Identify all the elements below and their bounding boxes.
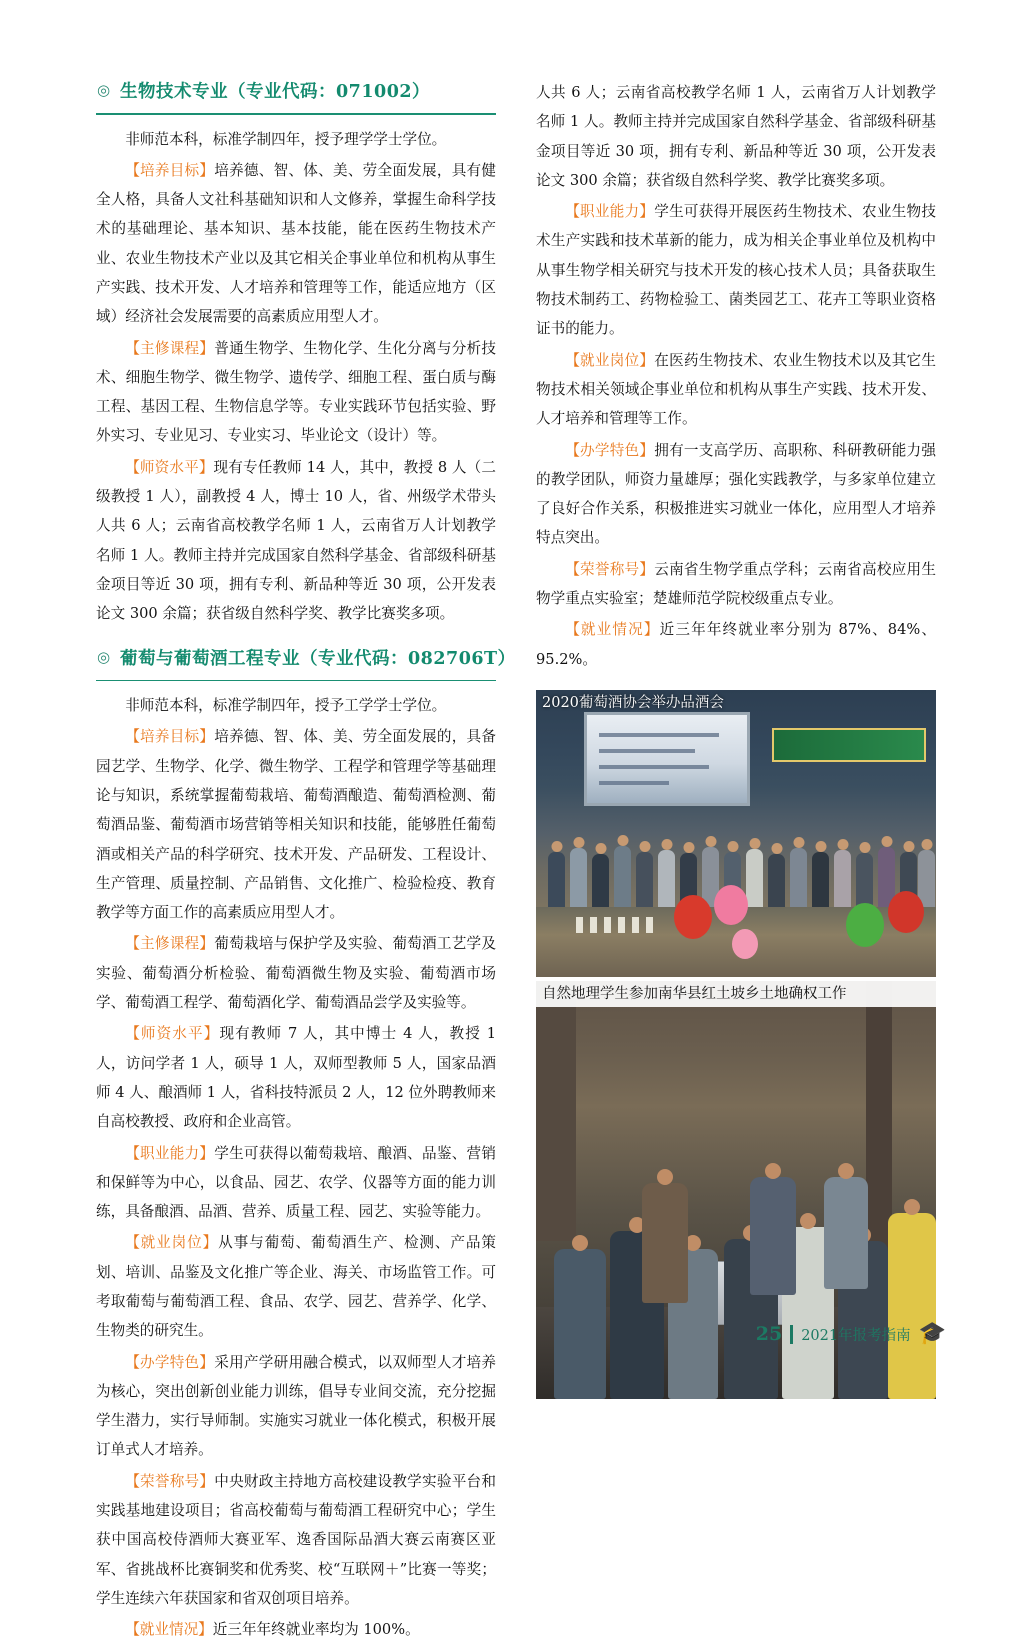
para-tag: 【就业情况】 <box>565 621 660 639</box>
paragraph <box>536 436 936 553</box>
footer-text: 2021年报考指南 <box>801 1327 911 1344</box>
para-text: 学生可获得以葡萄栽培、酿酒、品鉴、营销和保鲜等为中心，以食品、园艺、农学、仪器等方面的能力训练，具备酿酒、品酒、营养、质量工程、园艺、实验等能力。 <box>96 1144 496 1221</box>
right-column <box>536 78 936 1399</box>
paragraph <box>96 1019 496 1136</box>
para-text: 在医药生物技术、农业生物技术以及其它生物技术相关领域企事业单位和机构从事生产实践、技术开发、人才培养和管理等工作。 <box>536 351 936 428</box>
para-tag: 【培养目标】 <box>125 161 215 179</box>
person-figure <box>824 1177 868 1289</box>
paragraph <box>96 722 496 927</box>
paragraph <box>536 615 936 674</box>
para-text: 现有教师 7 人，其中博士 4 人，教授 1 人，访问学者 1 人，硕导 1 人，双师型教师 5 人，国家品酒师 4 人、酿酒师 1 人，省科技特派员 2 人，12 位外聘教师来自高校教授、政府和企业高管。 <box>96 1025 496 1131</box>
section-title: 葡萄与葡萄酒工程专业（专业代码：082706T） <box>120 648 516 669</box>
diamond-bullet-icon: ◎ <box>96 81 111 99</box>
balloon-red <box>674 895 712 939</box>
para-tag: 【主修课程】 <box>125 935 215 953</box>
paragraph <box>96 1348 496 1465</box>
diamond-bullet-icon: ◎ <box>96 647 111 666</box>
para-tag: 【主修课程】 <box>125 339 215 357</box>
para-text: 培养德、智、体、美、劳全面发展，具有健全人格，具备人文社科基础知识和人文修养，掌握生命科学技术的基础理论、基本知识、基本技能，能在医药生物技术产业、农业生物技术产业以及其它相关企事业单位和机构从事生产实践、技术开发、人才培养和管理等工作，能适应地方（区域）经济社会发展需要的高素质应用型人才。 <box>96 161 496 326</box>
balloon-pink-2 <box>732 929 758 959</box>
graduation-cap-icon: 🎓 <box>918 1321 946 1346</box>
paragraph <box>96 334 496 451</box>
section-title: 生物技术专业（专业代码：071002） <box>120 82 431 102</box>
para-text: 采用产学研用融合模式，以双师型人才培养为核心，突出创新创业能力训练，倡导专业间交流，充分挖掘学生潜力，实行导师制。实施实习就业一体化模式，积极开展订单式人才培养。 <box>96 1353 496 1459</box>
para-tag: 【师资水平】 <box>125 458 214 476</box>
para-tag: 【职业能力】 <box>125 1144 215 1162</box>
balloon-red-2 <box>888 891 924 933</box>
heading-rule <box>96 113 496 115</box>
para-tag: 【荣誉称号】 <box>125 1472 215 1490</box>
para-text: 中央财政主持地方高校建设教学实验平台和实践基地建设项目；省高校葡萄与葡萄酒工程研究中心；学生获中国高校侍酒师大赛亚军、逸香国际品酒大赛云南赛区亚军、省挑战杯比赛铜奖和优秀奖、校“互联网＋”比赛一等奖；学生连续六年获国家和省双创项目培养。 <box>96 1472 496 1607</box>
para-text: 近三年年终就业率均为 100%。 <box>212 1621 420 1639</box>
page-number: 25 <box>755 1323 783 1345</box>
balloon-green <box>846 903 884 947</box>
para-tag: 【培养目标】 <box>125 728 215 746</box>
photo-wine-association-tasting-event <box>536 690 936 977</box>
para-tag: 【就业情况】 <box>125 1621 213 1639</box>
paragraph <box>96 1467 496 1613</box>
section-heading-biotech <box>96 78 496 103</box>
projection-screen-icon <box>584 712 750 806</box>
paragraph <box>536 346 936 434</box>
balloon-pink <box>714 885 748 925</box>
paragraph <box>96 156 496 332</box>
para-tag: 【办学特色】 <box>565 441 655 459</box>
paragraph <box>96 929 496 1017</box>
heading-rule <box>96 680 496 682</box>
paragraph <box>96 1139 496 1227</box>
person-figure <box>642 1183 688 1303</box>
person-figure <box>888 1213 936 1399</box>
para-tag: 【就业岗位】 <box>125 1234 219 1252</box>
section-heading-viticulture <box>96 645 516 670</box>
paragraph: 非师范本科，标准学制四年，授予理学学士学位。 <box>125 130 447 148</box>
para-text: 葡萄栽培与保护学及实验、葡萄酒工艺学及实验、葡萄酒分析检验、葡萄酒微生物及实验、葡萄酒市场学、葡萄酒工程学、葡萄酒化学、葡萄酒品尝学及实验等。 <box>96 935 496 1012</box>
paragraph <box>536 197 936 343</box>
paragraph <box>96 453 496 629</box>
para-tag: 【师资水平】 <box>125 1025 220 1043</box>
left-column <box>96 78 516 1647</box>
page-footer <box>756 1323 946 1345</box>
event-banner <box>772 728 926 762</box>
para-text: 近三年年终就业率分别为 87%、84%、95.2%。 <box>536 621 936 668</box>
para-tag: 【荣誉称号】 <box>565 560 655 578</box>
para-text: 从事与葡萄、葡萄酒生产、检测、产品策划、培训、品鉴及文化推广等企业、海关、市场监管工作。可考取葡萄与葡萄酒工程、食品、农学、园艺、营养学、化学、生物类的研究生。 <box>96 1234 496 1340</box>
para-tag: 【办学特色】 <box>125 1353 215 1371</box>
para-text: 现有专任教师 14 人，其中，教授 8 人（二级教授 1 人），副教授 4 人，博士 10 人，省、州级学术带头人共 6 人；云南省高校教学名师 1 人，云南省万人计划教学名师 1 人。教师主持并完成国家自然科学基金、省部级科研基金项目等近 30 项，拥有专利、新品种等近 30 项，公开发表论文 300 余篇；获省级自然科学奖、教学比赛奖多项。 <box>96 458 496 623</box>
para-tag: 【就业岗位】 <box>565 351 655 369</box>
paragraph: 人共 6 人；云南省高校教学名师 1 人，云南省万人计划教学名师 1 人。教师主持并完成国家自然科学基金、省部级科研基金项目等近 30 项，拥有专利、新品种等近 30 项，公开发表论文 300 余篇；获省级自然科学奖、教学比赛奖多项。 <box>536 84 936 189</box>
para-text: 培养德、智、体、美、劳全面发展的，具备园艺学、生物学、化学、微生物学、工程学和管理学等基础理论与知识，系统掌握葡萄栽培、葡萄酒酿造、葡萄酒检测、葡萄酒品鉴、葡萄酒市场营销等相关知识和技能，能够胜任葡萄酒或相关产品的科学研究、技术开发、产品研发、工程设计、生产管理、质量控制、产品销售、文化推广、检验检疫、教育教学等方面工作的高素质应用型人才。 <box>96 728 496 922</box>
wall-beam <box>536 981 576 1241</box>
person-figure <box>554 1249 606 1399</box>
paragraph <box>536 555 936 614</box>
paragraph <box>96 1228 496 1345</box>
para-tag: 【职业能力】 <box>565 203 655 221</box>
person-figure <box>750 1177 796 1295</box>
photo-caption: 2020葡萄酒协会举办品酒会 <box>542 694 724 711</box>
para-text: 拥有一支高学历、高职称、科研教研能力强的教学团队，师资力量雄厚；强化实践教学，与多家单位建立了良好合作关系，积极推进实习就业一体化，应用型人才培养特点突出。 <box>536 441 936 547</box>
para-text: 普通生物学、生物化学、生化分离与分析技术、细胞生物学、微生物学、遗传学、细胞工程、蛋白质与酶工程、基因工程、生物信息学等。专业实践环节包括实验、野外实习、专业见习、专业实习、毕业论文（设计）等。 <box>96 339 496 445</box>
para-text: 学生可获得开展医药生物技术、农业生物技术生产实践和技术革新的能力，成为相关企事业单位及机构中从事生物学相关研究与技术开发的核心技术人员；具备获取生物技术制药工、药物检验工、菌类园艺工、花卉工等职业资格证书的能力。 <box>536 203 936 338</box>
footer-divider <box>790 1325 793 1344</box>
para-text: 云南省生物学重点学科；云南省高校应用生物学重点实验室；楚雄师范学院校级重点专业。 <box>536 560 936 608</box>
paragraph <box>96 1615 496 1644</box>
photo-caption: 自然地理学生参加南华县红土坡乡土地确权工作 <box>536 981 936 1007</box>
paragraph: 非师范本科，标准学制四年，授予工学学士学位。 <box>125 697 447 715</box>
